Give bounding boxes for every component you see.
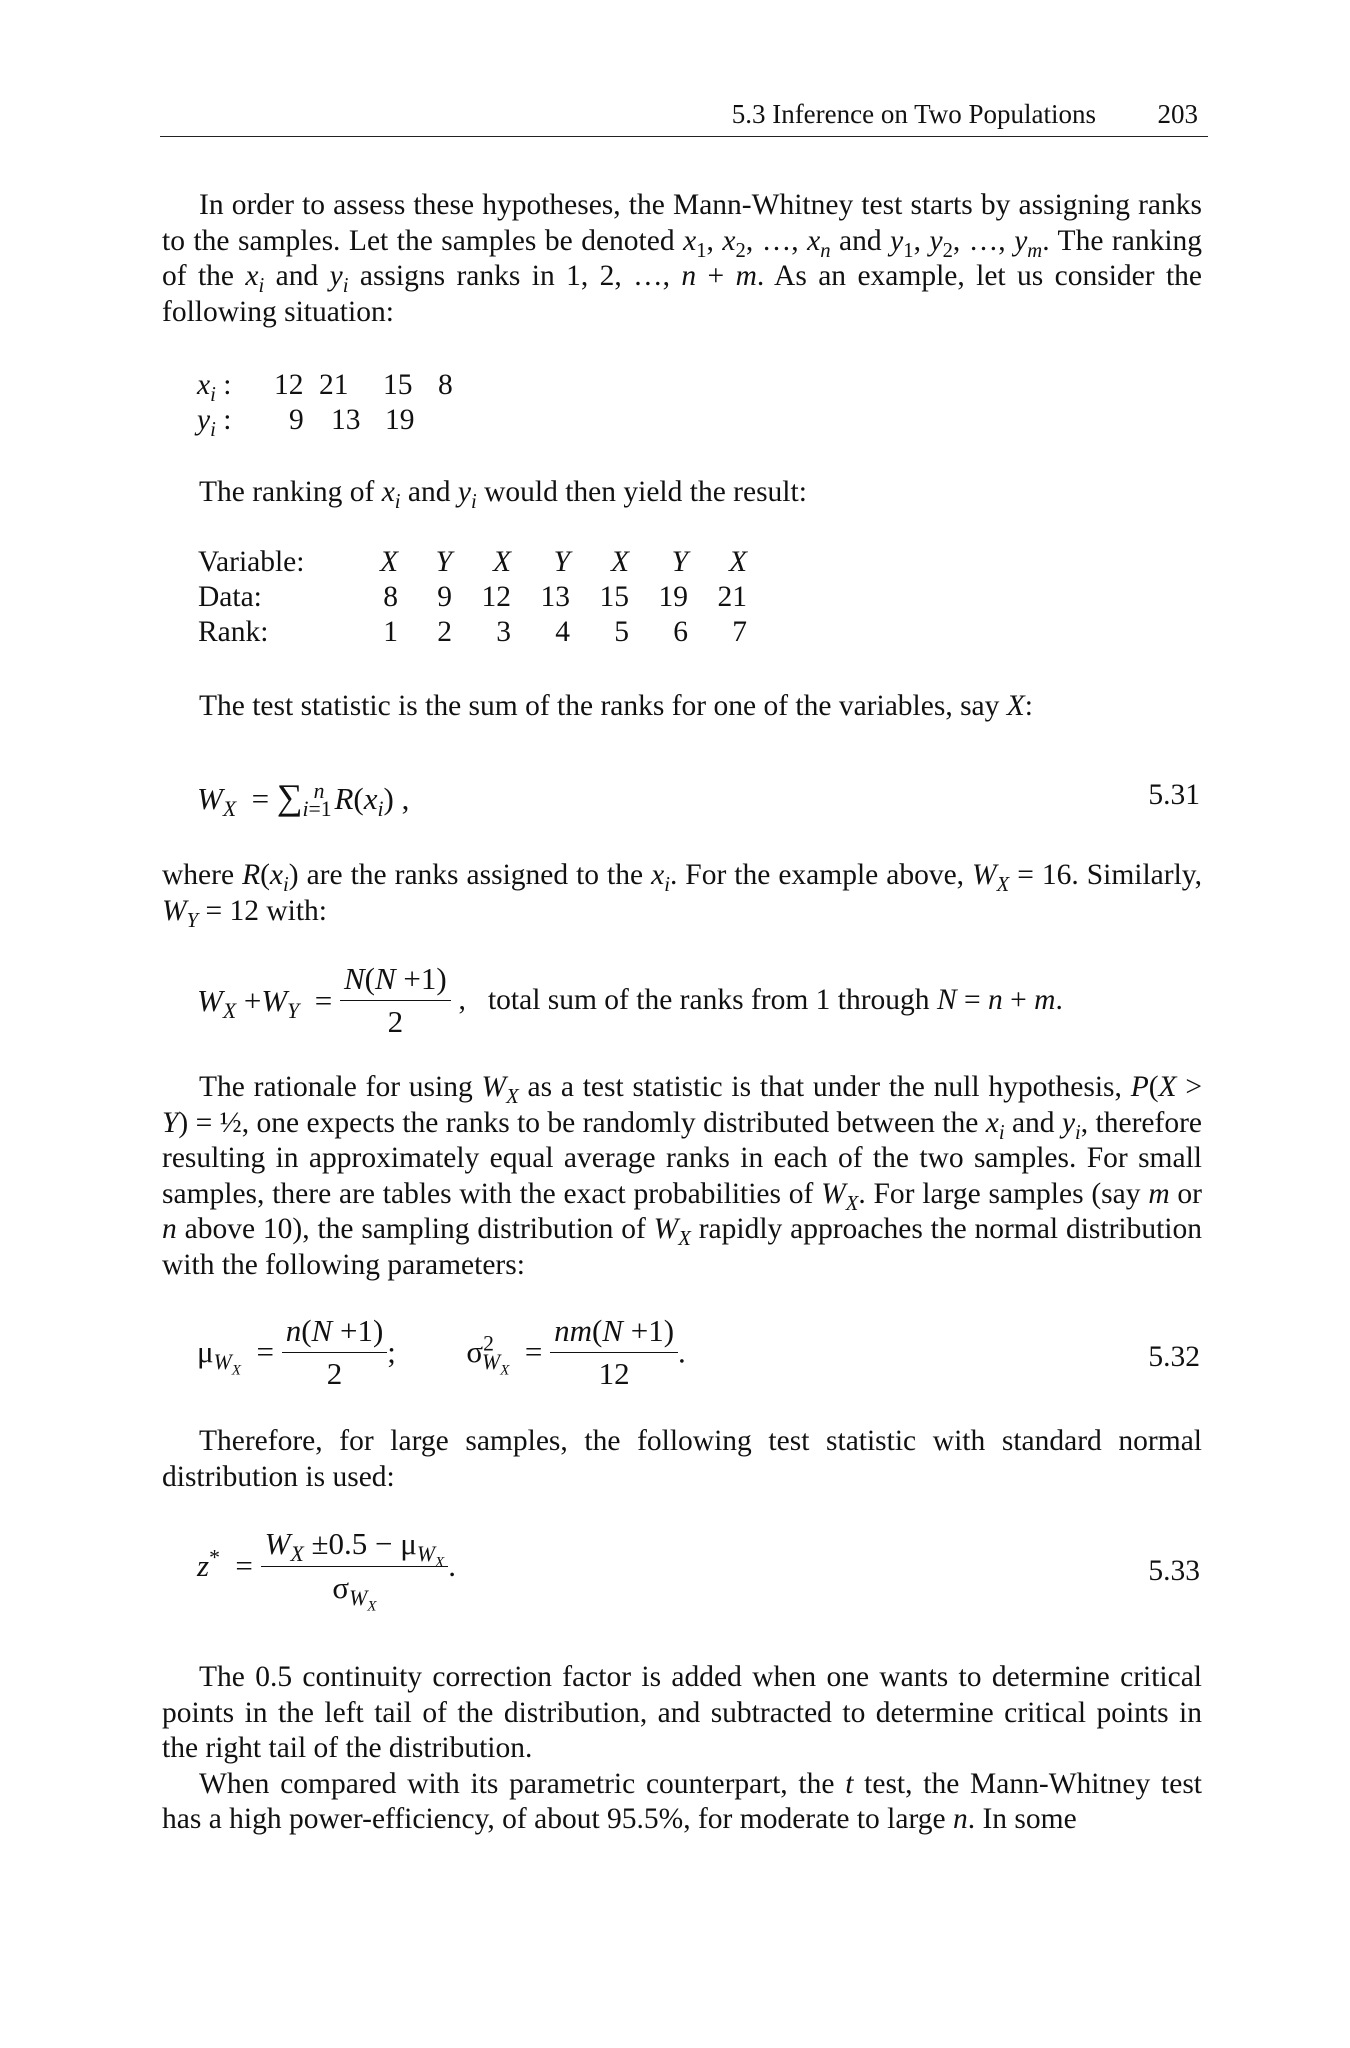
ranking-table (198, 546, 751, 651)
paragraph-large-samples: Therefore, for large samples, the following test statistic with standard normal distribution is used: (162, 1425, 1202, 1493)
equation-number: 5.33 (1148, 1555, 1200, 1587)
section-title: 5.3 Inference on Two Populations (731, 99, 1096, 129)
paragraph-where: where $R(x_i)$ are the ranks assigned to the $x_i$. For the example above, $W_X = 16$. Similarly, $W_Y = 12$ with: (162, 859, 1202, 932)
equation-5-33: z* = $\frac{W_X \pm 0.5 - \mu_{W_X}}{\sigma_{W_X}}$ . (197, 1526, 456, 1615)
table-row: Data: 8 9 12 13 15 19 21 (198, 581, 747, 613)
page-number: 203 (1157, 99, 1198, 129)
equation-5-31: $W_X = \sum_{i=1}^n$ $R(x_i)$ , (197, 777, 410, 822)
paragraph-continuity: The 0.5 continuity correction factor is added when one wants to determine critical points in the left tail of the distribution, and subtracted to determine critical points in the right tail of the distribution. When compared with its parametric counterpart, the t test, the Mann-Whitney test has a high power-efficiency, of about 95.5%, for moderate to large n. In some (162, 1661, 1203, 1835)
paragraph-ranking: The ranking of $x_i$ and $y_i$ would then yield the result: (199, 476, 807, 513)
equation-number: 5.32 (1148, 1341, 1200, 1373)
running-head (160, 96, 1208, 137)
y-sample-label: $y_i$ : (197, 404, 232, 441)
equation-number: 5.31 (1148, 779, 1200, 811)
paragraph-test-statistic: The test statistic is the sum of the ranks for one of the variables, say X: (199, 690, 1033, 722)
paragraph-rationale: The rationale for using $W_X$ as a test statistic is that under the null hypothesis, P(X > Y) = ½, one expects the ranks to be randomly distributed between the $x_i$ and $y_i$, therefore resulting in approximately equal average ranks in each of the two samples. For small samples, there are tables with the exact probabilities of $W_X$. For large samples (say m or n above 10), the sampling distribution of $W_X$ rapidly approaches the normal distribution with the following parameters: (162, 1071, 1203, 1281)
table-row: Variable: X Y X Y X Y X (198, 546, 747, 578)
equation-sum-of-ranks: $W_X +W_Y$ = $\frac{N(N +1)}{2}$ , total sum of the ranks from 1 through N = n + m. (197, 961, 1063, 1039)
equation-5-32: $\mu_{W_X}$ = $\frac{n(N +1)}{2}$ ; $\sigma^2_{W_X}$ = $\frac{nm(N +1)}{12}$ . (197, 1313, 686, 1391)
table-row: Rank: 1 2 3 4 5 6 7 (198, 616, 747, 648)
page: 5.3 Inference on Two Populations 203 In order to assess these hypotheses, the Mann-Whitney test starts by assigning ranks to the samples. Let the samples be denoted $x_1$, $x_2$, …, $x_n$ and $y_1$, $y_2$, …, $y_m$. The ranking of the $x_i$ and $y_i$ assigns ranks in 1, 2, …, n + m. As an example, let us consider the following situation: $x_i$ : $y_i$ : 12 21 15 8 9 13 19 The ranking of $x_i$ and $y_i$ would then yield the result: Variable: X Y X Y X Y X Data: 8 9 12 13 15 19 21 Rank: 1 2 3 4 5 6 7 The test statistic is the sum of the ranks for one of the variables, say X: $W_X = \sum_{i=1}^n$ $R(x_i)$ , 5.31 where $R(x_i)$ are the ranks assigned to the $x_i$. For the example above, $W_X = 16$. Similarly, $W_Y = 12$ with: $W_X +W_Y$ = $\frac{N(N +1)}{2}$ , total sum of the ranks from 1 through N = n + m. The rationale for using $W_X$ as a test statistic is that under the null hypothesis, P(X > Y) = ½, one expects the ranks to be randomly distributed between the $x_i$ and $y_i$, therefore resulting in approximately equal average ranks in each of the two samples. For small samples, there are tables with the exact probabilities of $W_X$. For large samples (say m or n above 10), the sampling distribution of $W_X$ rapidly approaches the normal distribution with the following parameters: $\mu_{W_X}$ = $\frac{n(N +1)}{2}$ ; $\sigma^2_{W_X}$ = $\frac{nm(N +1)}{12}$ . 5.32 Therefore, for large samples, the following test statistic with standard normal distribution is used: z* = $\frac{W_X \pm 0.5 - \mu_{W_X}}{\sigma_{W_X}}$ . 5.33 The 0.5 continuity correction factor is added when one wants to determine critical points in the left tail of the distribution, and subtracted to determine critical points in the right tail of the distribution. When compared with its parametric counterpart, the t test, the Mann-Whitney test has a high power-efficiency, of about 95.5%, for moderate to large n. In some (0, 0, 1350, 2048)
x-sample-label: $x_i$ : (197, 369, 232, 406)
paragraph-intro: In order to assess these hypotheses, the Mann-Whitney test starts by assigning ranks to the samples. Let the samples be denoted $x_1$, $x_2$, …, $x_n$ and $y_1$, $y_2$, …, $y_m$. The ranking of the $x_i$ and $y_i$ assigns ranks in 1, 2, …, n + m. As an example, let us consider the following situation: (162, 189, 1203, 328)
